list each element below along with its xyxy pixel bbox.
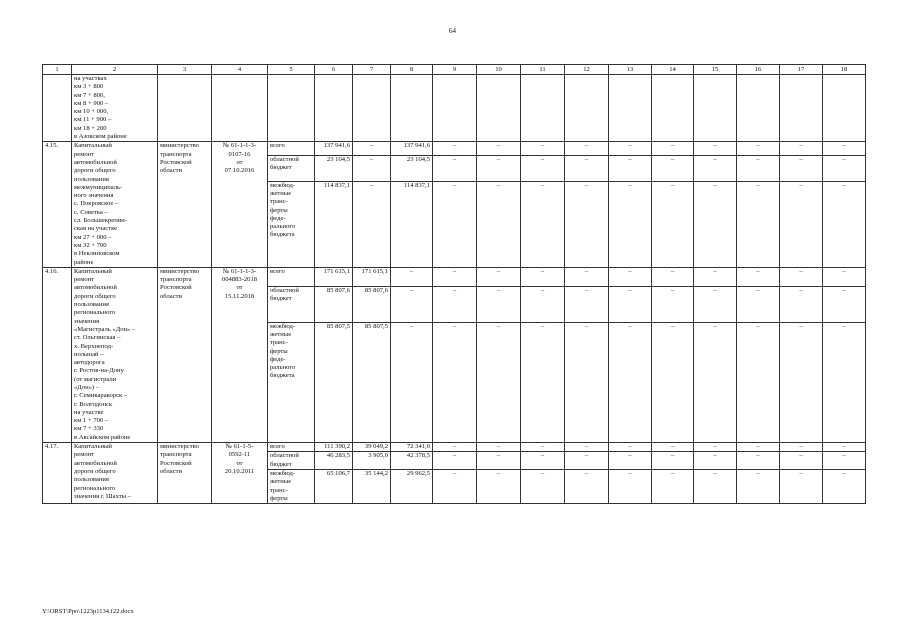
funding-source xyxy=(268,155,315,181)
empty-cell xyxy=(609,75,652,142)
funding-source xyxy=(268,142,315,156)
amount-empty: – xyxy=(737,469,780,503)
text-line: ремонт xyxy=(74,276,95,284)
amount-empty: – xyxy=(823,452,866,470)
amount-c8: – xyxy=(391,286,433,322)
responsible-org xyxy=(158,443,212,504)
amount-empty: – xyxy=(694,267,737,286)
amount-empty: – xyxy=(609,181,652,267)
text-line: № 61-1-1-3- xyxy=(222,267,257,275)
table-row xyxy=(43,142,866,156)
amount-empty: – xyxy=(521,181,565,267)
page-number: 64 xyxy=(449,27,456,35)
amount-empty: – xyxy=(565,452,609,470)
column-header: 12 xyxy=(565,65,609,75)
text-line: регионального xyxy=(74,309,116,317)
amount-empty: – xyxy=(823,267,866,286)
text-line: жетные xyxy=(270,478,292,486)
empty-cell xyxy=(353,75,391,142)
file-path-footer: Y:\ORST\Ppo\1223p1134.f22.docx xyxy=(42,608,134,615)
text-line: феде- xyxy=(270,214,286,222)
amount-empty: – xyxy=(565,155,609,181)
column-header: 3 xyxy=(158,65,212,75)
text-line: всего xyxy=(270,267,285,275)
amount-c6: 171 615,1 xyxy=(315,267,353,286)
amount-empty: – xyxy=(780,155,823,181)
text-line: значения xyxy=(74,317,100,325)
text-line: пользования xyxy=(74,175,109,183)
amount-c8: 72 341,0 xyxy=(391,443,433,452)
amount-empty: – xyxy=(823,286,866,322)
text-line: (от магистрали xyxy=(74,375,117,383)
amount-empty: – xyxy=(737,181,780,267)
text-line: бюджета xyxy=(270,372,295,380)
column-header: 18 xyxy=(823,65,866,75)
text-line: км 18 + 200 xyxy=(74,124,107,132)
text-line: Капитальный xyxy=(74,142,112,150)
text-line: дороги общего xyxy=(74,167,116,175)
text-line: Ростовской xyxy=(160,158,192,166)
text-line: с. Советка – xyxy=(74,208,108,216)
amount-empty: – xyxy=(823,443,866,452)
empty-cell xyxy=(433,75,477,142)
amount-empty: – xyxy=(652,452,694,470)
empty-cell xyxy=(158,75,212,142)
text-line: бюджет xyxy=(270,164,292,172)
text-line: пользования xyxy=(74,476,109,484)
text-line: км 32 + 700 xyxy=(74,241,107,249)
row-number: 4.16. xyxy=(43,267,72,442)
text-line: области xyxy=(160,167,183,175)
amount-empty: – xyxy=(565,286,609,322)
amount-c7: 85 807,5 xyxy=(353,322,391,442)
budget-table xyxy=(42,64,866,504)
text-line: № 61-1-5- xyxy=(225,443,254,451)
text-line: г. Ростов-на-Дону xyxy=(74,367,124,375)
amount-empty: – xyxy=(780,452,823,470)
amount-empty: – xyxy=(694,155,737,181)
text-line: км 10 + 000, xyxy=(74,108,109,116)
text-line: км 11 + 900 – xyxy=(74,116,112,124)
amount-c6: 65 106,7 xyxy=(315,469,353,503)
amount-empty: – xyxy=(652,443,694,452)
amount-empty: – xyxy=(521,322,565,442)
amount-empty: – xyxy=(433,267,477,286)
amount-empty: – xyxy=(609,267,652,286)
text-line: рального xyxy=(270,223,296,231)
text-line: бюджет xyxy=(270,295,292,303)
amount-empty: – xyxy=(652,155,694,181)
amount-c7: – xyxy=(353,155,391,181)
amount-empty: – xyxy=(694,322,737,442)
amount-c7: 3 905,0 xyxy=(353,452,391,470)
amount-empty: – xyxy=(823,142,866,156)
amount-c7: – xyxy=(353,142,391,156)
amount-c8: 29 962,5 xyxy=(391,469,433,503)
amount-empty: – xyxy=(477,181,521,267)
empty-cell xyxy=(694,75,737,142)
amount-empty: – xyxy=(652,181,694,267)
column-header: 13 xyxy=(609,65,652,75)
amount-empty: – xyxy=(521,469,565,503)
text-line: от xyxy=(236,284,243,292)
text-line: «Дон») – xyxy=(74,383,100,391)
amount-empty: – xyxy=(780,142,823,156)
text-line: бюджет xyxy=(270,460,292,468)
amount-empty: – xyxy=(823,155,866,181)
amount-empty: – xyxy=(609,443,652,452)
amount-empty: – xyxy=(780,469,823,503)
amount-c8: 23 104,5 xyxy=(391,155,433,181)
object-name xyxy=(72,267,158,442)
amount-empty: – xyxy=(780,181,823,267)
amount-c8: 137 941,6 xyxy=(391,142,433,156)
amount-c8: – xyxy=(391,322,433,442)
responsible-org xyxy=(158,142,212,267)
expertise-document xyxy=(212,142,268,267)
text-line: в Неклиновском xyxy=(74,250,120,258)
text-line: км 7 + 800, xyxy=(74,91,105,99)
amount-c8: 114 837,1 xyxy=(391,181,433,267)
text-line: ферты xyxy=(270,206,288,214)
column-header: 11 xyxy=(521,65,565,75)
amount-c8: 42 378,5 xyxy=(391,452,433,470)
text-line: области xyxy=(160,467,183,475)
text-line: Ростовской xyxy=(160,284,192,292)
text-line: от xyxy=(236,158,243,166)
text-line: ремонт xyxy=(74,150,95,158)
amount-empty: – xyxy=(694,142,737,156)
text-line: областной xyxy=(270,155,299,163)
amount-empty: – xyxy=(477,452,521,470)
text-line: от xyxy=(236,459,243,467)
text-line: на участке xyxy=(74,408,104,416)
amount-empty: – xyxy=(823,181,866,267)
text-line: рального xyxy=(270,364,296,372)
empty-cell xyxy=(477,75,521,142)
amount-empty: – xyxy=(780,286,823,322)
amount-empty: – xyxy=(694,443,737,452)
amount-empty: – xyxy=(823,469,866,503)
empty-cell xyxy=(737,75,780,142)
amount-empty: – xyxy=(609,322,652,442)
amount-empty: – xyxy=(737,267,780,286)
text-line: Капитальный xyxy=(74,267,112,275)
column-header: 16 xyxy=(737,65,780,75)
amount-empty: – xyxy=(609,286,652,322)
text-line: транспорта xyxy=(160,276,192,284)
amount-empty: – xyxy=(737,155,780,181)
amount-empty: – xyxy=(521,142,565,156)
text-line: жетные xyxy=(270,189,292,197)
amount-empty: – xyxy=(652,469,694,503)
text-line: км 8 + 900 – xyxy=(74,99,109,107)
table-row xyxy=(43,267,866,286)
object-name xyxy=(72,75,158,142)
text-line: г. Волгодонск xyxy=(74,400,113,408)
amount-empty: – xyxy=(609,452,652,470)
text-line: ного значения xyxy=(74,192,114,200)
responsible-org xyxy=(158,267,212,442)
text-line: с. Покровское – xyxy=(74,200,119,208)
column-header: 8 xyxy=(391,65,433,75)
amount-empty: – xyxy=(477,267,521,286)
text-line: министерство xyxy=(160,267,199,275)
text-line: транс- xyxy=(270,486,288,494)
amount-empty: – xyxy=(780,267,823,286)
text-line: межбюд- xyxy=(270,469,296,477)
amount-empty: – xyxy=(694,469,737,503)
column-header: 5 xyxy=(268,65,315,75)
amount-empty: – xyxy=(521,443,565,452)
amount-empty: – xyxy=(565,181,609,267)
amount-empty: – xyxy=(652,142,694,156)
amount-empty: – xyxy=(609,155,652,181)
text-line: транс- xyxy=(270,339,288,347)
text-line: всего xyxy=(270,443,285,451)
text-line: дороги общего xyxy=(74,467,116,475)
text-line: области xyxy=(160,292,183,300)
funding-source xyxy=(268,443,315,452)
amount-c6: 85 807,5 xyxy=(315,322,353,442)
empty-cell xyxy=(315,75,353,142)
column-header: 7 xyxy=(353,65,391,75)
empty-cell xyxy=(391,75,433,142)
amount-empty: – xyxy=(477,469,521,503)
amount-empty: – xyxy=(433,181,477,267)
column-header: 10 xyxy=(477,65,521,75)
row-number xyxy=(43,75,72,142)
text-line: областной xyxy=(270,452,299,460)
amount-empty: – xyxy=(477,443,521,452)
column-header-row xyxy=(43,65,866,75)
amount-empty: – xyxy=(737,286,780,322)
text-line: в Азовском районе xyxy=(74,133,127,141)
amount-empty: – xyxy=(477,322,521,442)
amount-empty: – xyxy=(477,142,521,156)
column-header: 17 xyxy=(780,65,823,75)
text-line: 0592-11 xyxy=(228,451,251,459)
amount-c7: 39 049,2 xyxy=(353,443,391,452)
text-line: польный – xyxy=(74,350,104,358)
amount-empty: – xyxy=(652,286,694,322)
amount-empty: – xyxy=(565,267,609,286)
empty-cell xyxy=(780,75,823,142)
object-name xyxy=(72,443,158,504)
amount-c6: 111 390,2 xyxy=(315,443,353,452)
amount-empty: – xyxy=(477,155,521,181)
amount-empty: – xyxy=(477,286,521,322)
column-header: 14 xyxy=(652,65,694,75)
text-line: км 7 + 330 xyxy=(74,425,104,433)
text-line: ферты xyxy=(270,347,288,355)
amount-empty: – xyxy=(433,155,477,181)
amount-c8: – xyxy=(391,267,433,286)
text-line: министерство xyxy=(160,142,199,150)
amount-empty: – xyxy=(694,452,737,470)
text-line: значения г. Шахты – xyxy=(74,492,132,500)
text-line: автомобильной xyxy=(74,158,117,166)
text-line: ремонт xyxy=(74,451,95,459)
empty-cell xyxy=(521,75,565,142)
text-line: жетные xyxy=(270,330,292,338)
text-line: транспорта xyxy=(160,150,192,158)
text-line: км 3 + 800 xyxy=(74,83,104,91)
amount-empty: – xyxy=(565,469,609,503)
amount-c6: 46 283,5 xyxy=(315,452,353,470)
object-name xyxy=(72,142,158,267)
text-line: км 27 + 000 – xyxy=(74,233,112,241)
expertise-document xyxy=(212,267,268,442)
amount-empty: – xyxy=(521,452,565,470)
table-row xyxy=(43,75,866,142)
text-line: феде- xyxy=(270,355,286,363)
text-line: ст. Ольгинская – xyxy=(74,334,121,342)
text-line: Ростовской xyxy=(160,459,192,467)
text-line: пользования xyxy=(74,301,109,309)
text-line: автомобильной xyxy=(74,284,117,292)
text-line: дороги общего xyxy=(74,292,116,300)
amount-c6: 23 104,5 xyxy=(315,155,353,181)
text-line: г. Семикаракорск – xyxy=(74,392,128,400)
text-line: автомобильной xyxy=(74,459,117,467)
amount-empty: – xyxy=(609,142,652,156)
empty-cell xyxy=(565,75,609,142)
text-line: 07.10.2016 xyxy=(224,167,255,175)
amount-empty: – xyxy=(694,181,737,267)
text-line: 004883-2018 xyxy=(221,276,258,284)
text-line: «Магистраль «Дон» – xyxy=(74,325,136,333)
column-header: 6 xyxy=(315,65,353,75)
amount-empty: – xyxy=(609,469,652,503)
amount-empty: – xyxy=(652,322,694,442)
amount-empty: – xyxy=(737,452,780,470)
text-line: ская на участке xyxy=(74,225,118,233)
text-line: всего xyxy=(270,142,285,150)
text-line: № 61-1-1-3- xyxy=(222,142,257,150)
text-line: х. Верхнепод- xyxy=(74,342,114,350)
amount-empty: – xyxy=(565,142,609,156)
amount-empty: – xyxy=(652,267,694,286)
funding-source xyxy=(268,286,315,322)
amount-empty: – xyxy=(565,322,609,442)
text-line: межбюд- xyxy=(270,322,296,330)
table-row xyxy=(43,443,866,452)
text-line: на участках xyxy=(74,75,107,82)
funding-source xyxy=(268,181,315,267)
amount-empty: – xyxy=(737,142,780,156)
text-line: 15.11.2018 xyxy=(224,292,255,300)
amount-c6: 137 941,6 xyxy=(315,142,353,156)
amount-empty: – xyxy=(694,286,737,322)
column-header: 1 xyxy=(43,65,72,75)
amount-empty: – xyxy=(433,469,477,503)
amount-c7: 85 807,6 xyxy=(353,286,391,322)
text-line: сл. Большекрепин- xyxy=(74,217,128,225)
amount-empty: – xyxy=(521,155,565,181)
amount-empty: – xyxy=(433,322,477,442)
amount-empty: – xyxy=(737,443,780,452)
text-line: 0107-16 xyxy=(228,150,251,158)
column-header: 9 xyxy=(433,65,477,75)
amount-c6: 114 837,1 xyxy=(315,181,353,267)
text-line: Капитальный xyxy=(74,443,112,451)
amount-c7: 171 615,1 xyxy=(353,267,391,286)
amount-empty: – xyxy=(780,443,823,452)
row-number: 4.17. xyxy=(43,443,72,504)
amount-c7: 35 144,2 xyxy=(353,469,391,503)
amount-empty: – xyxy=(780,322,823,442)
text-line: районе xyxy=(74,258,94,266)
empty-cell xyxy=(212,75,268,142)
text-line: в Аксайском районе xyxy=(74,433,131,441)
amount-c6: 85 807,6 xyxy=(315,286,353,322)
text-line: транспорта xyxy=(160,451,192,459)
amount-empty: – xyxy=(521,267,565,286)
empty-cell xyxy=(268,75,315,142)
text-line: ферты xyxy=(270,494,288,502)
text-line: 20.10.2011 xyxy=(224,467,255,475)
empty-cell xyxy=(823,75,866,142)
amount-empty: – xyxy=(433,286,477,322)
expertise-document xyxy=(212,443,268,504)
funding-source xyxy=(268,322,315,442)
amount-empty: – xyxy=(433,142,477,156)
funding-source xyxy=(268,469,315,503)
text-line: межбюд- xyxy=(270,181,296,189)
column-header: 15 xyxy=(694,65,737,75)
amount-empty: – xyxy=(433,452,477,470)
funding-source xyxy=(268,452,315,470)
row-number: 4.15. xyxy=(43,142,72,267)
text-line: регионального xyxy=(74,484,116,492)
text-line: министерство xyxy=(160,443,199,451)
amount-empty: – xyxy=(433,443,477,452)
funding-source xyxy=(268,267,315,286)
text-line: межмуниципаль- xyxy=(74,183,123,191)
column-header: 2 xyxy=(72,65,158,75)
empty-cell xyxy=(652,75,694,142)
amount-empty: – xyxy=(737,322,780,442)
text-line: км 1 + 700 – xyxy=(74,417,109,425)
amount-c7: – xyxy=(353,181,391,267)
text-line: областной xyxy=(270,286,299,294)
text-line: автодорога xyxy=(74,359,105,367)
text-line: транс- xyxy=(270,198,288,206)
text-line: бюджета xyxy=(270,231,295,239)
amount-empty: – xyxy=(823,322,866,442)
amount-empty: – xyxy=(521,286,565,322)
column-header: 4 xyxy=(212,65,268,75)
amount-empty: – xyxy=(565,443,609,452)
